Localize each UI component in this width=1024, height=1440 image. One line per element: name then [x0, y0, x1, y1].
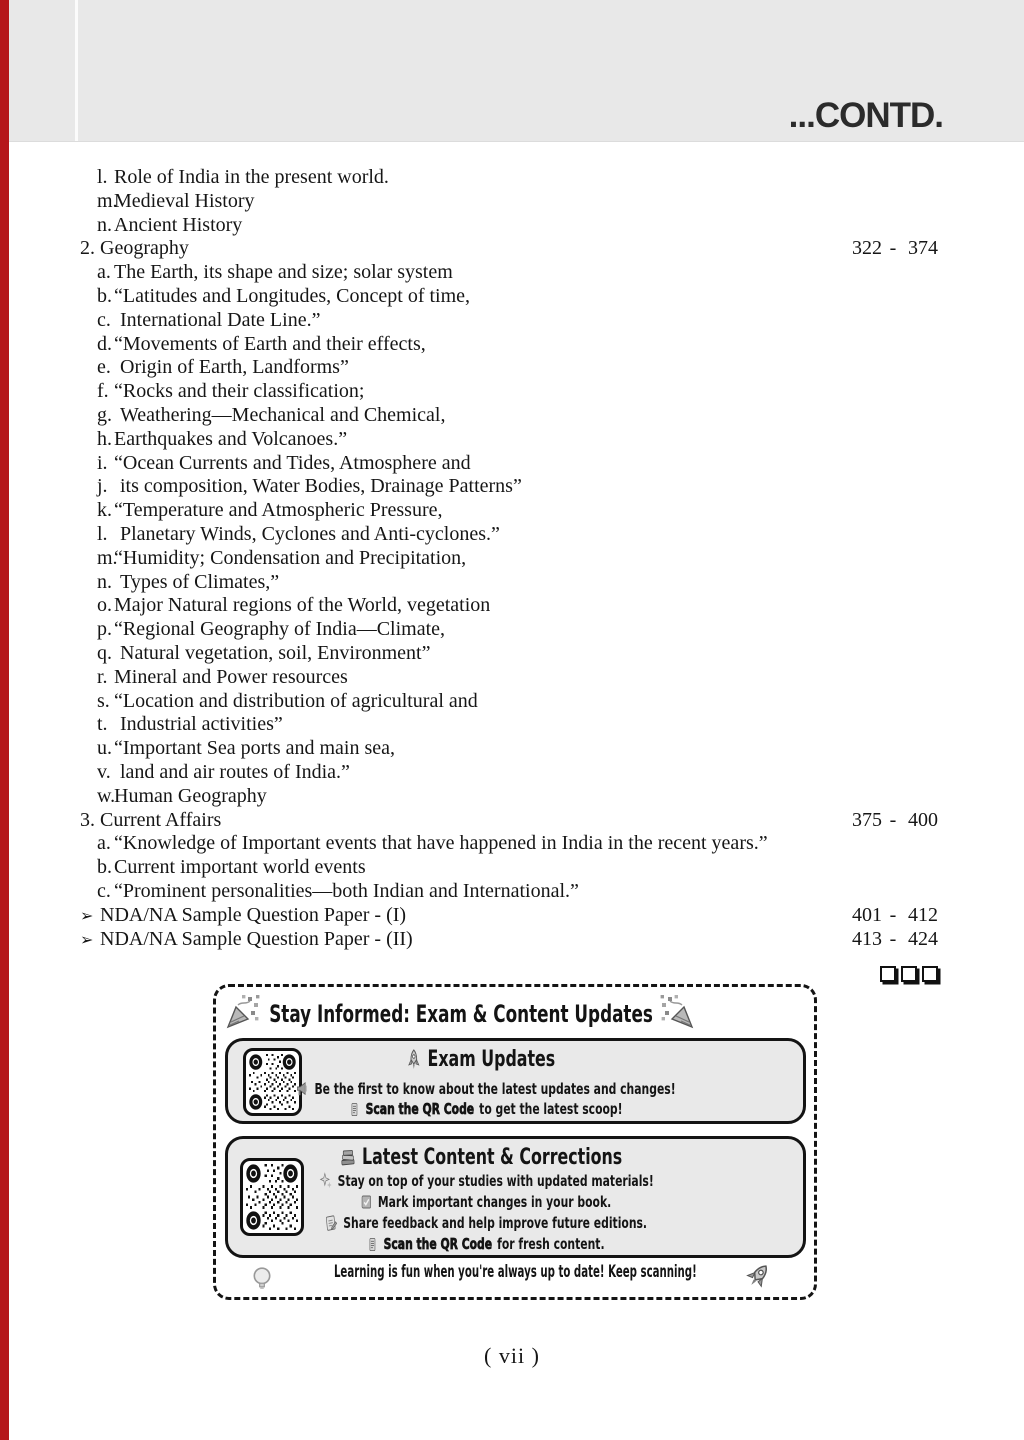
content-line-3: [298, 1213, 673, 1233]
toc-row: [0, 404, 1024, 428]
exam-updates-title: Exam Updates: [427, 1046, 556, 1072]
toc-row-text: land and air routes of India.”: [120, 760, 350, 783]
promo-footer: [226, 1251, 804, 1293]
toc-row: [0, 475, 1024, 499]
content-corrections-card: [225, 1136, 806, 1258]
page-to: 412: [908, 903, 938, 926]
toc-row: [0, 285, 1024, 309]
toc-row-text: “Movements of Earth and their effects,: [114, 332, 426, 355]
toc-row-marker: p.: [97, 618, 112, 641]
scan-doc-icon: [366, 1236, 378, 1253]
toc-row: [0, 166, 1024, 190]
page-to: 374: [908, 237, 938, 260]
toc-row-marker: l.: [97, 166, 108, 188]
toc-row-text: “Regional Geography of India—Climate,: [114, 618, 446, 641]
qr-code: [240, 1158, 304, 1236]
toc-row-pages: [842, 904, 938, 928]
toc-row-marker: q.: [97, 641, 112, 664]
toc-row-marker: d.: [97, 332, 112, 355]
toc-row-marker: s.: [97, 689, 110, 712]
toc-row-text: “Latitudes and Longitudes, Concept of time,: [114, 284, 471, 307]
toc-row: [0, 856, 1024, 880]
page-from: 322: [852, 237, 882, 260]
toc-row-text: Natural vegetation, soil, Environment”: [120, 641, 431, 664]
toc-row: [0, 832, 1024, 856]
exam-line-2-text: to get the latest scoop!: [479, 1100, 623, 1118]
toc-row-pages: [842, 237, 938, 261]
toc-row-marker: a.: [97, 261, 111, 284]
shadowed-square-icon: [922, 966, 938, 982]
toc-row-text: Human Geography: [114, 784, 267, 807]
toc-row: [0, 380, 1024, 404]
toc-row-marker: w.: [97, 784, 116, 807]
toc-row: [0, 261, 1024, 285]
exam-line-2: [298, 1099, 673, 1119]
toc-row-text: Major Natural regions of the World, vegetation: [114, 594, 491, 617]
exam-updates-card: [225, 1038, 806, 1124]
toc-row-text: Weathering—Mechanical and Chemical,: [120, 403, 446, 426]
toc-row-text: International Date Line.”: [120, 308, 321, 331]
toc-row-pages: [842, 928, 938, 952]
toc-row-text: “Location and distribution of agricultural and: [114, 689, 478, 712]
rocket-icon: [405, 1048, 422, 1071]
toc-row-text: Industrial activities”: [120, 713, 283, 736]
exam-line-1-text: Be the first to know about the latest updates and changes!: [314, 1080, 676, 1098]
toc-row-text: Ancient History: [114, 213, 243, 236]
page-dash: -: [889, 903, 897, 926]
toc-row: [0, 666, 1024, 690]
toc-row-marker: c.: [97, 879, 111, 902]
contd-label: ...CONTD.: [788, 96, 943, 135]
toc-row-text: “Temperature and Atmospheric Pressure,: [114, 499, 443, 522]
toc-row-text: Medieval History: [114, 189, 255, 212]
book-edge-strip: [0, 0, 9, 1440]
content-line-2-text: Mark important changes in your book.: [377, 1193, 612, 1211]
toc-row: [0, 785, 1024, 809]
toc-row: [0, 428, 1024, 452]
toc-row-marker: o.: [97, 594, 112, 617]
party-popper-icon: [660, 993, 696, 1031]
toc-row: [0, 571, 1024, 595]
toc-row-text: NDA/NA Sample Question Paper - (I): [100, 903, 407, 926]
exam-line-1: [298, 1079, 676, 1099]
section-end-marker: [880, 966, 938, 982]
content-line-1: [298, 1171, 673, 1191]
stay-informed-box: [213, 984, 817, 1300]
toc-row-marker: r.: [97, 665, 108, 688]
scan-qr-bold-text: Scan the QR Code: [365, 1100, 475, 1118]
megaphone-icon: [295, 1079, 309, 1099]
table-of-contents: [0, 166, 1024, 951]
toc-row: [0, 237, 1024, 261]
toc-row-pages: [842, 809, 938, 833]
page-to: 424: [908, 927, 938, 950]
toc-row-marker: f.: [97, 380, 109, 403]
page-dash: -: [889, 927, 897, 950]
toc-row-marker: c.: [97, 308, 111, 331]
promo-title-row: [264, 993, 659, 1035]
spine-line: [75, 0, 78, 141]
toc-row-marker: i.: [97, 451, 108, 474]
shadowed-square-icon: [880, 966, 896, 982]
toc-row-marker: h.: [97, 427, 112, 450]
toc-row: [0, 809, 1024, 833]
toc-row: [0, 523, 1024, 547]
toc-row-marker: m.: [97, 189, 118, 212]
toc-row-text: Mineral and Power resources: [114, 665, 348, 688]
toc-row-text: Current Affairs: [100, 808, 222, 831]
toc-row: [0, 880, 1024, 904]
content-title-row: [308, 1143, 653, 1171]
content-line-4-text: for fresh content.: [497, 1235, 605, 1253]
toc-row-marker: g.: [97, 403, 112, 426]
toc-row-text: Current important world events: [114, 856, 366, 879]
toc-row-marker: v.: [97, 760, 111, 783]
toc-row: [0, 928, 1024, 952]
toc-row-text: “Rocks and their classification;: [114, 380, 365, 403]
toc-row: [0, 356, 1024, 380]
toc-row-text: “Ocean Currents and Tides, Atmosphere and: [114, 451, 471, 474]
toc-row-text: Role of India in the present world.: [114, 166, 389, 188]
toc-row-text: Origin of Earth, Landforms”: [120, 356, 349, 379]
toc-row-marker: a.: [97, 832, 111, 855]
toc-row: [0, 190, 1024, 214]
toc-row: [0, 309, 1024, 333]
toc-row: [0, 333, 1024, 357]
toc-row-text: its composition, Water Bodies, Drainage Patterns”: [120, 475, 522, 498]
toc-row-marker: t.: [97, 713, 108, 736]
promo-footer-text: Learning is fun when you're always up to date! Keep scanning!: [333, 1262, 697, 1282]
page-dash: -: [889, 237, 897, 260]
toc-row: [0, 642, 1024, 666]
toc-row: [0, 690, 1024, 714]
promo-title: Stay Informed: Exam & Content Updates: [269, 1000, 654, 1028]
toc-row: [0, 761, 1024, 785]
toc-row-marker: ➢: [80, 929, 94, 949]
toc-row-text: “Important Sea ports and main sea,: [114, 737, 396, 760]
toc-row-marker: 2.: [80, 237, 95, 260]
toc-row: [0, 713, 1024, 737]
toc-row: [0, 904, 1024, 928]
page-to: 400: [908, 808, 938, 831]
toc-row-marker: ➢: [80, 905, 94, 925]
toc-row: [0, 737, 1024, 761]
scan-qr-bold-text: Scan the QR Code: [383, 1235, 493, 1253]
toc-row-marker: b.: [97, 284, 112, 307]
toc-row: [0, 214, 1024, 238]
page-from: 375: [852, 808, 882, 831]
toc-row-marker: b.: [97, 856, 112, 879]
exam-updates-title-row: [308, 1045, 653, 1073]
toc-row-marker: 3.: [80, 808, 95, 831]
sparkles-icon: [318, 1171, 332, 1191]
page-from: 413: [852, 927, 882, 950]
toc-row-marker: k.: [97, 499, 112, 522]
toc-row-marker: n.: [97, 213, 112, 236]
qr-code: [243, 1048, 302, 1116]
content-title: Latest Content & Corrections: [362, 1144, 623, 1170]
party-popper-icon: [224, 993, 260, 1031]
books-icon: [338, 1146, 357, 1168]
toc-row-marker: e.: [97, 356, 111, 379]
toc-row-marker: j.: [97, 475, 108, 498]
toc-row-text: Geography: [100, 237, 189, 260]
page-from: 401: [852, 903, 882, 926]
toc-row-text: Earthquakes and Volcanoes.”: [114, 427, 348, 450]
toc-row-text: NDA/NA Sample Question Paper - (II): [100, 927, 413, 950]
memo-icon: [324, 1213, 338, 1233]
toc-row: [0, 452, 1024, 476]
shadowed-square-icon: [901, 966, 917, 982]
toc-row: [0, 499, 1024, 523]
toc-row-text: “Humidity; Condensation and Precipitation,: [114, 546, 467, 569]
toc-row-marker: u.: [97, 737, 112, 760]
checkbox-icon: [360, 1193, 373, 1211]
page-dash: -: [889, 808, 897, 831]
toc-row-text: The Earth, its shape and size; solar system: [114, 261, 453, 284]
toc-row-marker: l.: [97, 522, 108, 545]
page-header: [0, 0, 1024, 142]
toc-row: [0, 594, 1024, 618]
toc-row-text: “Prominent personalities—both Indian and International.”: [114, 879, 579, 902]
toc-row-text: Planetary Winds, Cyclones and Anti-cyclones.”: [120, 522, 500, 545]
scan-doc-icon: [348, 1101, 360, 1118]
page-number: ( vii ): [484, 1343, 540, 1368]
content-line-2: [298, 1192, 673, 1212]
toc-row: [0, 547, 1024, 571]
content-line-3-text: Share feedback and help improve future editions.: [343, 1214, 648, 1232]
toc-row-marker: m.: [97, 546, 118, 569]
toc-row: [0, 618, 1024, 642]
toc-row-text: “Knowledge of Important events that have happened in India in the recent years.”: [114, 832, 768, 855]
toc-row-text: Types of Climates,”: [120, 570, 280, 593]
toc-row-marker: n.: [97, 570, 112, 593]
content-line-1-text: Stay on top of your studies with updated materials!: [337, 1172, 654, 1190]
